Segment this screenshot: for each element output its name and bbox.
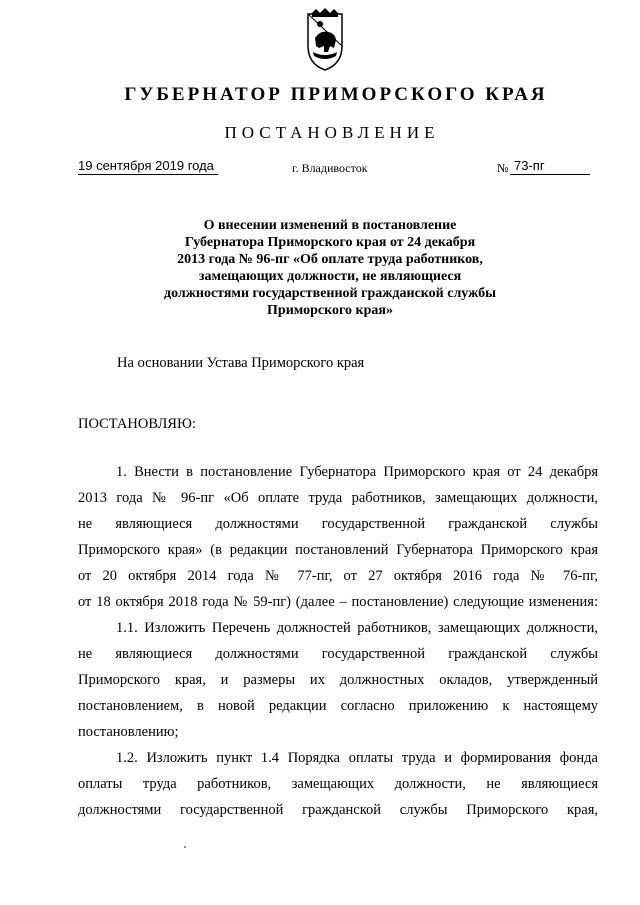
body-line: должностями государственной гражданской службы Приморского края, [78,802,598,818]
number-label: № [497,161,509,175]
document-number: 73-пг [510,158,590,175]
body-line: 1. Внести в постановление Губернатора Приморского края от 24 декабря [116,464,598,480]
body-line: Приморского края» (в редакции постановлений Губернатора Приморского края [78,542,598,558]
body-line: не являющиеся должностями государственной гражданской службы [78,516,598,532]
body-line: от 18 октября 2018 года № 59-пг) (далее – постановление) следующие изменения: [78,594,598,610]
document-type: ПОСТАНОВЛЕНИЕ [224,123,440,142]
body-line: 1.1. Изложить Перечень должностей работников, замещающих должности, [116,620,598,636]
body-line: 1.2. Изложить пункт 1.4 Порядка оплаты труда и формирования фонда [116,750,598,766]
body-line: постановлению; [78,724,179,740]
document-body [78,459,598,823]
document-date: 19 сентября 2019 года [78,158,218,175]
heading-line: О внесении изменений в постановление [203,218,457,233]
heading-line: замещающих должности, не являющиеся [198,269,462,284]
governor-title: ГУБЕРНАТОР ПРИМОРСКОГО КРАЯ [124,84,548,105]
document-city: г. Владивосток [292,161,368,175]
heading-line: должностями государственной гражданской службы [163,286,497,301]
heading-line: Губернатора Приморского края от 24 декабря [184,235,476,250]
coat-of-arms-emblem [302,8,348,74]
basis-text: На основании Устава Приморского края [117,355,365,371]
body-line: оплаты труда работников, замещающих должности, не являющиеся [78,776,598,792]
body-line: от 20 октября 2014 года № 77-пг, от 27 октября 2016 года № 76-пг, [78,568,598,584]
body-line: Приморского края, и размеры их должностных окладов, утвержденный [78,672,598,688]
body-line: постановлением, в новой редакции согласно приложению к настоящему [78,698,598,714]
heading-line: 2013 года № 96-пг «Об оплате труда работников, [177,252,483,267]
body-line: не являющиеся должностями государственной гражданской службы [78,646,598,662]
scan-speck [184,846,186,848]
heading-line: Приморского края» [267,303,393,318]
decree-word: ПОСТАНОВЛЯЮ: [78,416,196,432]
body-line: 2013 года № 96-пг «Об оплате труда работников, замещающих должности, [78,490,598,506]
document-heading [120,217,540,319]
